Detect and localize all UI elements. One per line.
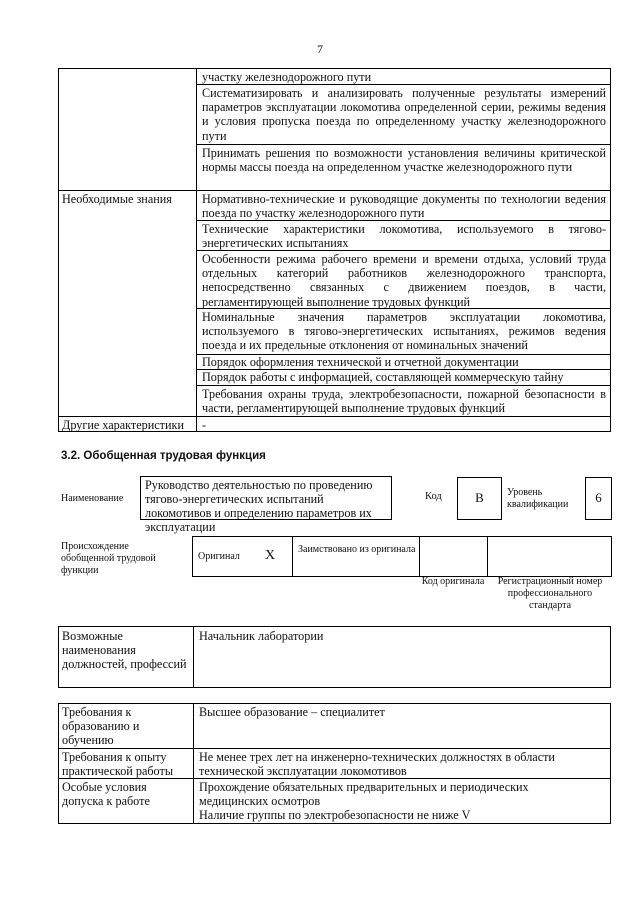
- reg-number-caption: Регистрационный номер профессионального стандарта: [497, 576, 603, 611]
- table-border-top: [58, 68, 611, 69]
- code-box: [457, 477, 502, 520]
- origin-label: Происхождение обобщенной трудовой функции: [61, 541, 156, 576]
- requirement-label: Требования к образованию и обучению: [62, 705, 140, 748]
- code-original-caption: Код оригинала: [421, 576, 485, 587]
- name-box: [140, 476, 392, 534]
- section-heading: 3.2. Обобщенная трудовая функция: [61, 450, 266, 462]
- knowledge-cell: Особенности режима рабочего времени и времени отдыха, условий труда отдельных категорий работников железнодорожного транспорта, непосредственно связанных с движением поездов, в части, регламентирующей выполнение трудовых функций: [202, 252, 606, 309]
- knowledge-cell: Номинальные значения параметров эксплуатации локомотива, используемого в тягово-энергетических испытаниях, режимов ведения поезда и их предельные отклонения от номинальных значений: [202, 310, 606, 353]
- code-label: Код: [425, 491, 442, 502]
- knowledge-cell: Нормативно-технические и руководящие документы по технологии ведения поезда по участку железнодорожного пути: [202, 192, 606, 221]
- requirement-label: Требования к опыту практической работы: [62, 750, 174, 779]
- origin-box: [192, 536, 612, 577]
- skill-cell: Систематизировать и анализировать полученные результаты измерений параметров эксплуатации локомотива определенной серии, режимы ведения и условия пропуска поезда по определенному участку железнодорожного пути: [202, 86, 606, 143]
- requirement-value: Прохождение обязательных предварительных и периодических медицинских осмотров: [199, 780, 529, 809]
- original-label: Оригинал: [198, 551, 240, 562]
- knowledge-cell: Порядок работы с информацией, составляющей коммерческую тайну: [202, 370, 564, 384]
- requirement-value: Высшее образование – специалитет: [199, 705, 385, 719]
- requirement-value: Не менее трех лет на инженерно-технических должностях в области технической эксплуатации локомотивов: [199, 750, 555, 779]
- name-value: Руководство деятельностью по проведению тягово-энергетических испытаний локомотивов и определению параметров их эксплуатации: [145, 478, 373, 534]
- knowledge-cell: Требования охраны труда, электробезопасности, пожарной безопасности в части, регламентирующей выполнение трудовых функций: [202, 387, 606, 416]
- code-value: B: [475, 490, 484, 505]
- table-border-left: [58, 68, 59, 432]
- knowledge-cell: Технические характеристики локомотива, используемого в тягово-энергетических испытаниях: [202, 222, 606, 251]
- knowledge-cell: Порядок оформления технической и отчетной документации: [202, 355, 519, 369]
- original-mark: X: [265, 548, 276, 563]
- positions-label: Возможные наименования должностей, профессий: [62, 629, 187, 672]
- page-number: 7: [317, 42, 323, 56]
- other-label: Другие характеристики: [62, 418, 184, 432]
- borrowed-label: Заимствовано из оригинала: [298, 544, 416, 555]
- requirement-label: Особые условия допуска к работе: [62, 780, 150, 809]
- positions-value: Начальник лаборатории: [199, 629, 324, 643]
- skill-cell: Принимать решения по возможности установления величины критической нормы массы поезда на определенном участке железнодорожного пути: [202, 146, 606, 175]
- level-value: 6: [595, 490, 602, 505]
- other-value: -: [202, 418, 207, 432]
- requirement-value-extra: Наличие группы по электробезопасности не ниже V: [199, 808, 471, 822]
- level-box: [585, 477, 612, 520]
- level-label: Уровень квалификации: [507, 487, 569, 510]
- name-label: Наименование: [61, 493, 124, 504]
- knowledge-label: Необходимые знания: [62, 192, 172, 206]
- skill-cell: участку железнодорожного пути: [202, 70, 372, 84]
